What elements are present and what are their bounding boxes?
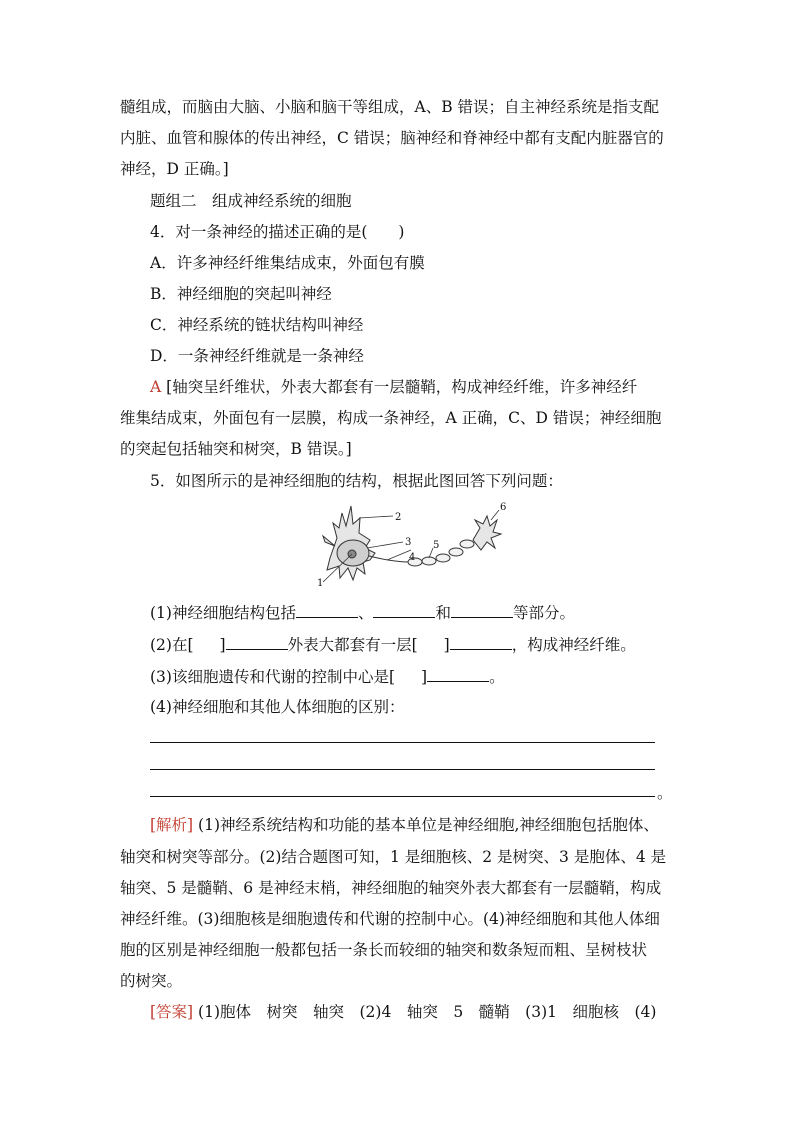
q5-sub1-text-c: 和 <box>435 604 451 622</box>
q4-option-a: A．许多神经纤维集结成束，外面包有膜 <box>150 254 425 272</box>
q5-sub3-text-c: 。 <box>489 668 505 686</box>
answer-blank[interactable] <box>373 602 435 618</box>
answer-line-1[interactable] <box>150 742 655 743</box>
answer-line-2[interactable] <box>150 769 655 770</box>
intro-line-2: 内脏、血管和腺体的传出神经，C 错误；脑神经和脊神经中都有支配内脏器官的 <box>120 129 664 147</box>
neuron-figure <box>315 498 515 588</box>
q5-sub2 <box>150 634 636 655</box>
answer-blank[interactable] <box>427 666 489 682</box>
q4-answer-letter: A <box>150 378 162 396</box>
q5-sub2-text-a: (2)在[ <box>150 636 194 654</box>
myelin-segment-5 <box>460 540 474 548</box>
intro-line-3: 神经，D 正确。] <box>120 160 229 178</box>
analysis-line-6: 的树突。 <box>120 972 183 990</box>
q4-option-d: D．一条神经纤维就是一条神经 <box>150 347 364 365</box>
q4-option-c: C．神经系统的链状结构叫神经 <box>150 316 364 334</box>
answer-text: (1)胞体 树突 轴突 (2)4 轴突 5 髓鞘 (3)1 细胞核 (4) <box>198 1003 657 1021</box>
figure-label-6: 6 <box>500 502 507 513</box>
figure-label-1: 1 <box>317 578 324 588</box>
myelin-segment-3 <box>436 554 450 562</box>
q4-explain-text-1: [轴突呈纤维状，外表大都套有一层髓鞘，构成神经纤维，许多神经纤 <box>166 378 638 396</box>
leader-3 <box>367 542 403 548</box>
q5-sub1-text-b: 、 <box>357 604 374 622</box>
q5-sub1-text-a: (1)神经细胞结构包括 <box>150 604 296 622</box>
answer-blank[interactable] <box>296 602 358 618</box>
q4-explain-line-3: 的突起包括轴突和树突，B 错误。] <box>120 440 352 458</box>
answer-blank[interactable] <box>451 602 513 618</box>
q5-sub3-text-b: ] <box>421 668 428 686</box>
leader-6 <box>491 510 499 520</box>
analysis-line-4: 神经纤维。(3)细胞核是细胞遗传和代谢的控制中心。(4)神经细胞和其他人体细 <box>120 910 660 928</box>
q5-sub1-text-d: 等部分。 <box>513 604 576 622</box>
q5-sub3 <box>150 666 505 687</box>
q5-stem: 5．如图所示的是神经细胞的结构，根据此图回答下列问题： <box>150 472 563 490</box>
answer-blank[interactable] <box>226 634 288 650</box>
myelin-segment-4 <box>449 548 463 556</box>
analysis-line-5: 胞的区别是神经细胞一般都包括一条长而较细的轴突和数条短而粗、呈树枝状 <box>120 941 648 959</box>
leader-4 <box>387 550 411 560</box>
answer-line <box>150 1002 656 1022</box>
nerve-ending <box>473 516 501 550</box>
q5-sub4: (4)神经细胞和其他人体细胞的区别： <box>150 698 405 716</box>
q5-sub3-text-a: (3)该细胞遗传和代谢的控制中心是[ <box>150 668 396 686</box>
group-title: 题组二 组成神经系统的细胞 <box>150 192 352 210</box>
analysis-line-1 <box>150 815 659 835</box>
intro-line-1: 髓组成，而脑由大脑、小脑和脑干等组成，A、B 错误；自主神经系统是指支配 <box>120 98 660 116</box>
analysis-line-2: 轴突和树突等部分。(2)结合题图可知，1 是细胞核、2 是树突、3 是胞体、4 是 <box>120 848 667 866</box>
figure-label-2: 2 <box>395 512 402 523</box>
q5-sub2-text-d: ] <box>443 636 450 654</box>
myelin-segment-2 <box>422 557 436 565</box>
analysis-line-3: 轴突、5 是髓鞘、6 是神经末梢，神经细胞的轴突外表大都套有一层髓鞘，构成 <box>120 879 662 897</box>
answer-end-mark: 。 <box>657 784 673 802</box>
q5-sub2-text-b: ] <box>219 636 226 654</box>
q5-sub2-text-c: 外表大都套有一层[ <box>287 636 418 654</box>
analysis-text-1: (1)神经系统结构和功能的基本单位是神经细胞,神经细胞包括胞体、 <box>198 816 659 834</box>
answer-line-3[interactable] <box>150 796 655 797</box>
analysis-tag: [解析] <box>150 816 194 834</box>
dendrite-branch <box>323 536 335 546</box>
answer-blank[interactable] <box>450 634 512 650</box>
q4-stem: 4．对一条神经的描述正确的是( ) <box>150 223 405 241</box>
q4-explain-line-1 <box>150 377 637 397</box>
figure-label-4: 4 <box>409 552 416 563</box>
q5-sub1 <box>150 602 575 623</box>
figure-label-3: 3 <box>405 537 412 548</box>
q5-sub2-text-e: ，构成神经纤维。 <box>511 636 636 654</box>
figure-label-5: 5 <box>433 540 440 551</box>
leader-2 <box>359 516 393 518</box>
q4-explain-line-2: 维集结成束，外面包有一层膜，构成一条神经，A 正确，C、D 错误；神经细胞 <box>120 409 662 427</box>
answer-tag: [答案] <box>150 1003 194 1021</box>
q4-option-b: B．神经细胞的突起叫神经 <box>150 285 332 303</box>
